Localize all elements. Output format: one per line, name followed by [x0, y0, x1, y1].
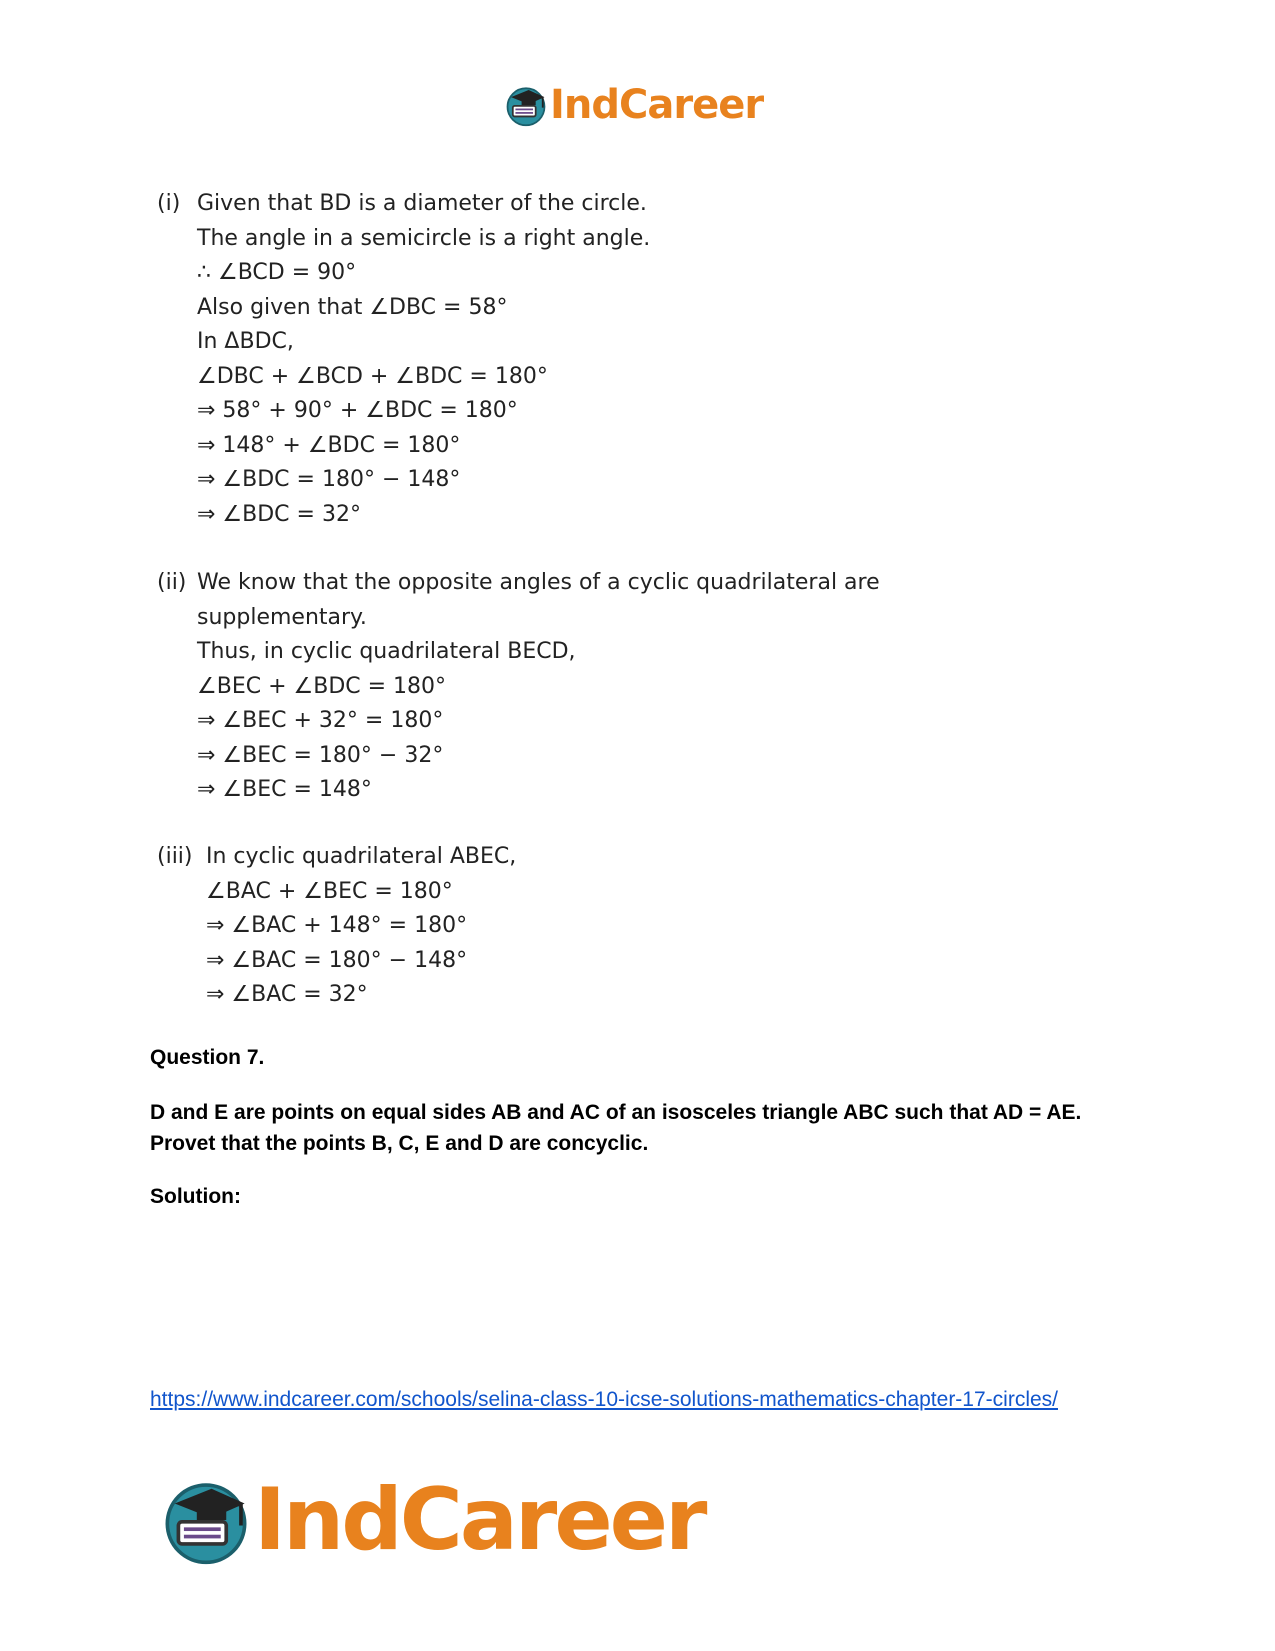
math-line: Also given that ∠DBC = 58°	[197, 294, 508, 320]
math-line: supplementary.	[197, 604, 367, 630]
question-heading: Question 7.	[150, 1046, 265, 1069]
solution-label: Solution:	[150, 1185, 241, 1208]
part-iii-solution	[206, 840, 516, 1013]
math-line: ∴ ∠BCD = 90°	[197, 260, 357, 285]
math-line: ⇒ ∠BAC = 180° − 148°	[206, 947, 468, 973]
math-line: ⇒ ∠BDC = 180° − 148°	[197, 467, 461, 492]
math-line: In cyclic quadrilateral ABEC,	[206, 844, 517, 869]
logo-wordmark: IndCareer	[550, 82, 764, 128]
math-line: In ΔBDC,	[197, 329, 294, 354]
math-line: ⇒ 148° + ∠BDC = 180°	[197, 432, 461, 458]
math-line: ⇒ 58° + 90° + ∠BDC = 180°	[197, 398, 518, 423]
math-line: We know that the opposite angles of a cyclic quadrilateral are	[197, 570, 880, 595]
source-link[interactable]: https://www.indcareer.com/schools/selina-class-10-icse-solutions-mathematics-chapter-17-circles/	[150, 1388, 1058, 1411]
part-i-solution	[197, 187, 650, 532]
math-line: Thus, in cyclic quadrilateral BECD,	[197, 639, 576, 664]
logo-wordmark: IndCareer	[254, 1470, 705, 1570]
math-line: ∠BEC + ∠BDC = 180°	[197, 673, 447, 699]
math-line: ⇒ ∠BAC = 32°	[206, 982, 368, 1007]
part-ii-label: (ii)	[157, 570, 187, 595]
math-line: ⇒ ∠BAC + 148° = 180°	[206, 913, 468, 938]
part-iii-label: (iii)	[157, 844, 193, 869]
math-line: ⇒ ∠BEC = 180° − 32°	[197, 742, 444, 768]
math-line: ⇒ ∠BDC = 32°	[197, 501, 361, 527]
math-line: Given that BD is a diameter of the circle.	[197, 191, 647, 216]
graduation-cap-globe-icon	[160, 1474, 252, 1566]
math-line: The angle in a semicircle is a right angle.	[197, 225, 651, 251]
math-line: ∠BAC + ∠BEC = 180°	[206, 878, 453, 904]
indcareer-logo-bottom	[160, 1470, 704, 1570]
math-line: ∠DBC + ∠BCD + ∠BDC = 180°	[197, 363, 548, 389]
graduation-cap-globe-icon	[504, 83, 548, 127]
question-text: D and E are points on equal sides AB and AC of an isosceles triangle ABC such that AD = AE. Provet that the points B, C, E and D are concyclic.	[150, 1101, 1082, 1155]
math-line: ⇒ ∠BEC = 148°	[197, 777, 372, 802]
part-ii-solution	[197, 566, 880, 808]
indcareer-logo-top	[504, 82, 763, 128]
part-i-label: (i)	[157, 191, 181, 216]
math-line: ⇒ ∠BEC + 32° = 180°	[197, 708, 444, 733]
